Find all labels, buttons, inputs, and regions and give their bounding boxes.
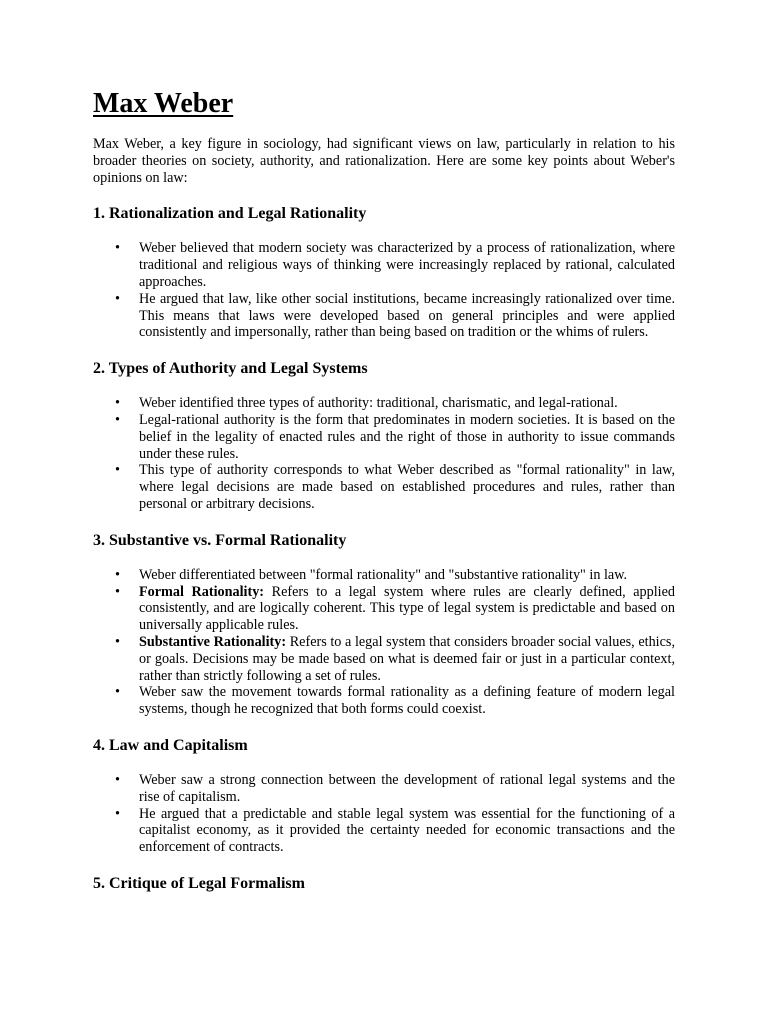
section-3 xyxy=(93,531,675,718)
section-heading: 4. Law and Capitalism xyxy=(93,736,248,754)
list-item: • Legal-rational authority is the form that predominates in modern societies. It is based on the belief in the legality of enacted rules and the right of those in authority to issue commands under these rules. xyxy=(93,412,675,462)
section-heading: 3. Substantive vs. Formal Rationality xyxy=(93,531,347,549)
intro-paragraph: Max Weber, a key figure in sociology, had significant views on law, particularly in relation to his broader theories on society, authority, and rationalization. Here are some key points about Weber's opinions on law: xyxy=(93,136,675,186)
list-item: • Formal Rationality: Refers to a legal system where rules are clearly defined, applied consistently, and are logically coherent. This type of legal system is predictable and based on universally applicable rules. xyxy=(93,584,675,634)
list-item: • He argued that law, like other social institutions, became increasingly rationalized over time. This means that laws were developed based on general principles and were applied consistently and impersonally, rather than being based on tradition or the whims of rulers. xyxy=(93,291,675,341)
section-2 xyxy=(93,359,675,513)
document-body xyxy=(93,86,675,894)
list-item: • Weber identified three types of authority: traditional, charismatic, and legal-rational. xyxy=(93,395,675,412)
page-title: Max Weber xyxy=(93,88,234,119)
list-item: • Weber saw a strong connection between the development of rational legal systems and the rise of capitalism. xyxy=(93,772,675,806)
bullet-list xyxy=(93,395,675,513)
section-heading: 5. Critique of Legal Formalism xyxy=(93,874,305,892)
list-item: • Substantive Rationality: Refers to a legal system that considers broader social values, ethics, or goals. Decisions may be made based on what is deemed fair or just in a particular context, rather than strictly following a set of rules. xyxy=(93,634,675,684)
section-4 xyxy=(93,736,675,856)
list-item: • Weber differentiated between "formal rationality" and "substantive rationality" in law. xyxy=(93,567,675,584)
bullet-list xyxy=(93,240,675,341)
term-label: Formal Rationality: xyxy=(139,583,265,600)
list-item: • Weber saw the movement towards formal rationality as a defining feature of modern legal systems, though he recognized that both forms could coexist. xyxy=(93,684,675,718)
list-item: • He argued that a predictable and stable legal system was essential for the functioning of a capitalist economy, as it provided the certainty needed for economic transactions and the enforcement of contracts. xyxy=(93,806,675,856)
section-1 xyxy=(93,204,675,341)
section-heading: 2. Types of Authority and Legal Systems xyxy=(93,360,368,378)
bullet-list xyxy=(93,772,675,856)
section-5 xyxy=(93,874,675,894)
term-label: Substantive Rationality: xyxy=(139,633,287,650)
bullet-list xyxy=(93,567,675,718)
list-item: • This type of authority corresponds to what Weber described as "formal rationality" in law, where legal decisions are made based on established procedures and rules, rather than personal or arbitrary decisions. xyxy=(93,462,675,512)
list-item: • Weber believed that modern society was characterized by a process of rationalization, where traditional and religious ways of thinking were increasingly replaced by rational, calculated approaches. xyxy=(93,240,675,290)
section-heading: 1. Rationalization and Legal Rationality xyxy=(93,205,367,223)
